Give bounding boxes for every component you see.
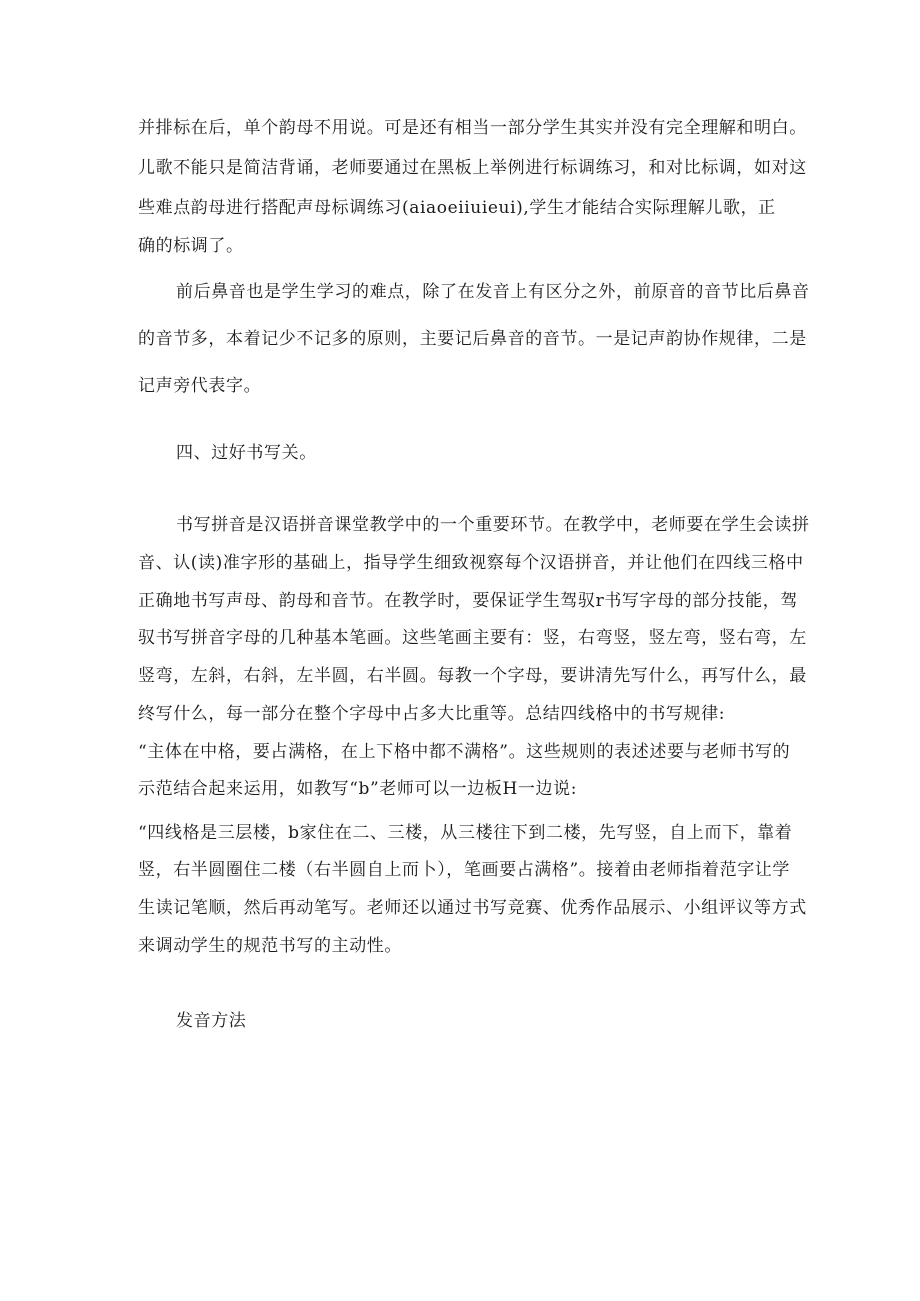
paragraph-3-line-11: 生读记笔顺，然后再动笔写。老师还以通过书写竞赛、优秀作品展示、小组评议等方式: [138, 898, 807, 918]
paragraph-3-line-12: 来调动学生的规范书写的主动性。: [138, 936, 402, 956]
paragraph-1-line-2: 儿歌不能只是简洁背诵，老师要通过在黑板上举例进行标调练习，和对比标调，如对这: [138, 158, 807, 178]
paragraph-3-line-8: 示范结合起来运用，如教写“b”老师可以一边板H一边说:: [138, 779, 578, 799]
paragraph-3-line-3: 正确地书写声母、韵母和音节。在教学时，要保证学生驾驭r书写字母的部分技能，驾: [138, 591, 798, 611]
paragraph-3-line-6: 终写什么，每一部分在整个字母中占多大比重等。总结四线格中的书写规律:: [138, 704, 726, 724]
paragraph-3-line-1: 书写拼音是汉语拼音课堂教学中的一个重要环节。在教学中，老师要在学生会读拼: [176, 515, 810, 535]
paragraph-1-line-3: 些难点韵母进行搭配声母标调练习(aiaoeiiuieui),学生才能结合实际理解儿歌，正: [138, 198, 776, 218]
paragraph-1-line-1: 并排标在后，单个韵母不用说。可是还有相当一部分学生其实并没有完全理解和明白。: [138, 118, 807, 138]
section-heading-pronunciation: 发音方法: [176, 1011, 247, 1031]
paragraph-1-line-4: 确的标调了。: [138, 236, 244, 256]
paragraph-3-line-2: 音、认(读)准字形的基础上，指导学生细致视察每个汉语拼音，并让他们在四线三格中: [138, 553, 804, 573]
paragraph-3-line-7: “主体在中格，要占满格，在上下格中都不满格”。这些规则的表述述要与老师书写的: [138, 742, 791, 762]
paragraph-3-line-10: 竖，右半圆圈住二楼（右半圆自上而卜），笔画要占满格”。接着由老师指着范字让学: [138, 860, 790, 880]
paragraph-2-line-2: 的音节多，本着记少不记多的原则，主要记后鼻音的音节。一是记声韵协作规律，二是: [138, 329, 807, 349]
paragraph-2-line-3: 记声旁代表字。: [138, 376, 262, 396]
paragraph-3-line-4: 驭书写拼音字母的几种基本笔画。这些笔画主要有：竖，右弯竖，竖左弯，竖右弯，左: [138, 628, 807, 648]
paragraph-3-line-5: 竖弯，左斜，右斜，左半圆，右半圆。每教一个字母，要讲清先写什么，再写什么，最: [138, 666, 807, 686]
paragraph-3-line-9: “四线格是三层楼，b家住在二、三楼，从三楼往下到二楼，先写竖，自上而下，靠着: [138, 823, 793, 843]
section-heading-writing: 四、过好书写关。: [176, 443, 317, 463]
paragraph-2-line-1: 前后鼻音也是学生学习的难点，除了在发音上有区分之外，前原音的音节比后鼻音: [176, 282, 810, 302]
